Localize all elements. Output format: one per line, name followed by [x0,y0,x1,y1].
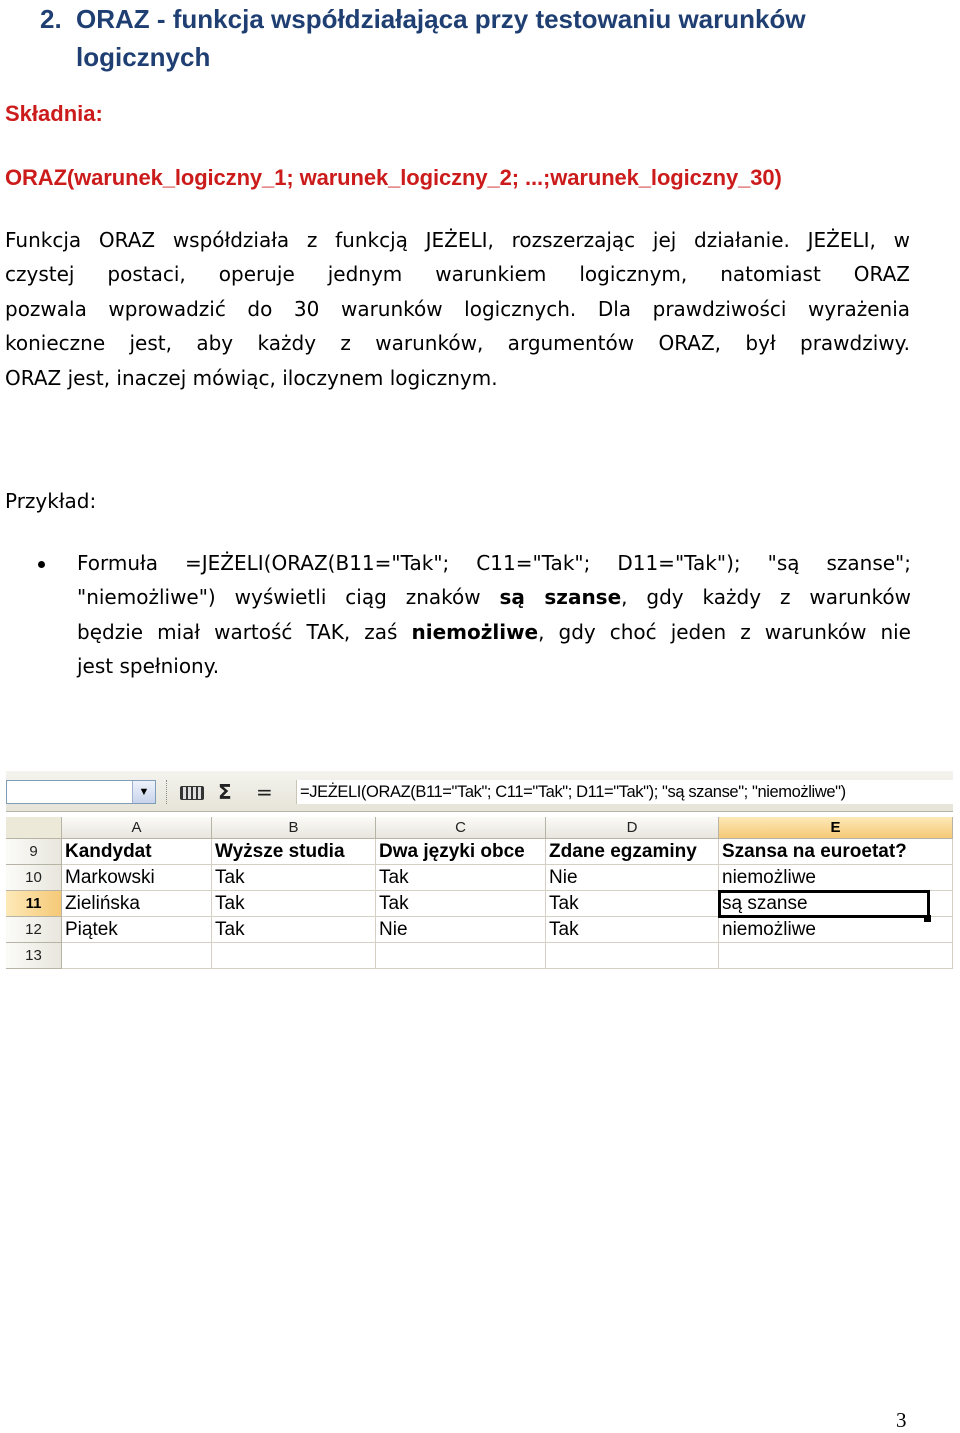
heading-number: 2. [40,4,62,34]
name-box[interactable] [6,780,156,804]
section-heading [40,0,910,76]
toolbar-grip [166,780,170,804]
bullet-text-part: , gdy choć jeden z warunków nie [538,619,911,644]
cell[interactable]: Tak [376,891,546,917]
cell[interactable]: Wyższe studia [212,839,376,865]
description-paragraph [5,223,910,395]
bullet-line-4: jest spełniony. [77,654,220,679]
cell[interactable]: Nie [546,865,719,891]
bullet-text-part: będzie miał wartość TAK, zaś [77,619,412,644]
table-row [6,917,953,943]
bullet-line-1: Formuła =JEŻELI(ORAZ(B11="Tak"; C11="Tak"; D11="Tak"); "są szanse"; [77,551,911,575]
table-row [6,943,953,969]
example-label: Przykład: [5,489,97,513]
bullet-line-2 [77,580,911,614]
equals-icon[interactable]: = [256,780,273,804]
description-line: czystej postaci, operuje jednym warunkiem logicznym, natomiast ORAZ [5,262,910,287]
cell[interactable]: Zielińska [62,891,212,917]
chevron-down-icon[interactable]: ▼ [132,781,155,803]
formula-toolbar [6,771,953,812]
description-line: konieczne jest, aby każdy z warunków, argumentów ORAZ, był prawdziwy. [5,331,910,356]
row-header[interactable]: 9 [6,839,62,865]
cell[interactable] [62,943,212,969]
description-line: ORAZ jest, inaczej mówiąc, iloczynem logicznym. [5,365,498,390]
table-row [6,891,953,917]
column-header-d[interactable]: D [546,817,719,839]
cell[interactable]: niemożliwe [719,865,953,891]
bullet-icon [38,561,45,568]
cell[interactable]: Tak [212,865,376,891]
formula-input[interactable]: =JEŻELI(ORAZ(B11="Tak"; C11="Tak"; D11="Tak"); "są szanse"; "niemożliwe") [296,780,953,804]
keyboard-icon[interactable] [180,780,204,804]
description-line: Funkcja ORAZ współdziała z funkcją JEŻELI, rozszerzając jej działanie. JEŻELI, w [5,228,910,252]
row-header[interactable]: 12 [6,917,62,943]
column-header-e[interactable]: E [719,817,953,839]
row-header[interactable]: 13 [6,943,62,969]
bullet-bold-text: są szanse [499,585,622,610]
cell[interactable]: Tak [212,917,376,943]
cell[interactable] [376,943,546,969]
bullet-text-part: , gdy każdy z warunków [621,585,911,610]
cell[interactable]: Szansa na euroetat? [719,839,953,865]
row-header[interactable]: 10 [6,865,62,891]
bullet-bold-text: niemożliwe [411,619,539,644]
cell[interactable]: Tak [546,891,719,917]
cell[interactable] [546,943,719,969]
select-all-corner[interactable] [6,817,62,839]
spreadsheet-screenshot [6,771,953,977]
cell[interactable]: Piątek [62,917,212,943]
column-header-b[interactable]: B [212,817,376,839]
cell[interactable]: Nie [376,917,546,943]
heading-line-1: ORAZ - funkcja współdziałająca przy testowaniu warunków [76,4,806,34]
bullet-line-3 [77,615,911,649]
cell[interactable]: Markowski [62,865,212,891]
page-number: 3 [896,1408,907,1432]
syntax-formula: ORAZ(warunek_logiczny_1; warunek_logiczny_2; ...;warunek_logiczny_30) [5,165,782,190]
cell[interactable]: Tak [376,865,546,891]
cell[interactable]: Dwa języki obce [376,839,546,865]
cell[interactable]: niemożliwe [719,917,953,943]
table-row [6,865,953,891]
cell[interactable]: Zdane egzaminy [546,839,719,865]
description-line: pozwala wprowadzić do 30 warunków logicznych. Dla prawdziwości wyrażenia [5,296,910,321]
example-bullet-text [77,546,911,684]
sigma-icon[interactable]: Σ [218,780,232,804]
column-headers [6,817,953,839]
row-header[interactable]: 11 [6,891,62,917]
cell[interactable] [212,943,376,969]
cell[interactable] [929,891,953,917]
cell[interactable]: Kandydat [62,839,212,865]
column-header-a[interactable]: A [62,817,212,839]
cell[interactable]: Tak [212,891,376,917]
syntax-label: Składnia: [5,101,103,126]
heading-line-2: logicznych [76,42,211,72]
table-row [6,839,953,865]
bullet-text-part: "niemożliwe") wyświetli ciąg znaków [77,585,500,610]
fill-handle[interactable] [924,915,931,922]
active-cell[interactable]: są szanse [719,891,929,917]
cell[interactable]: Tak [546,917,719,943]
column-header-c[interactable]: C [376,817,546,839]
cell[interactable] [719,943,953,969]
